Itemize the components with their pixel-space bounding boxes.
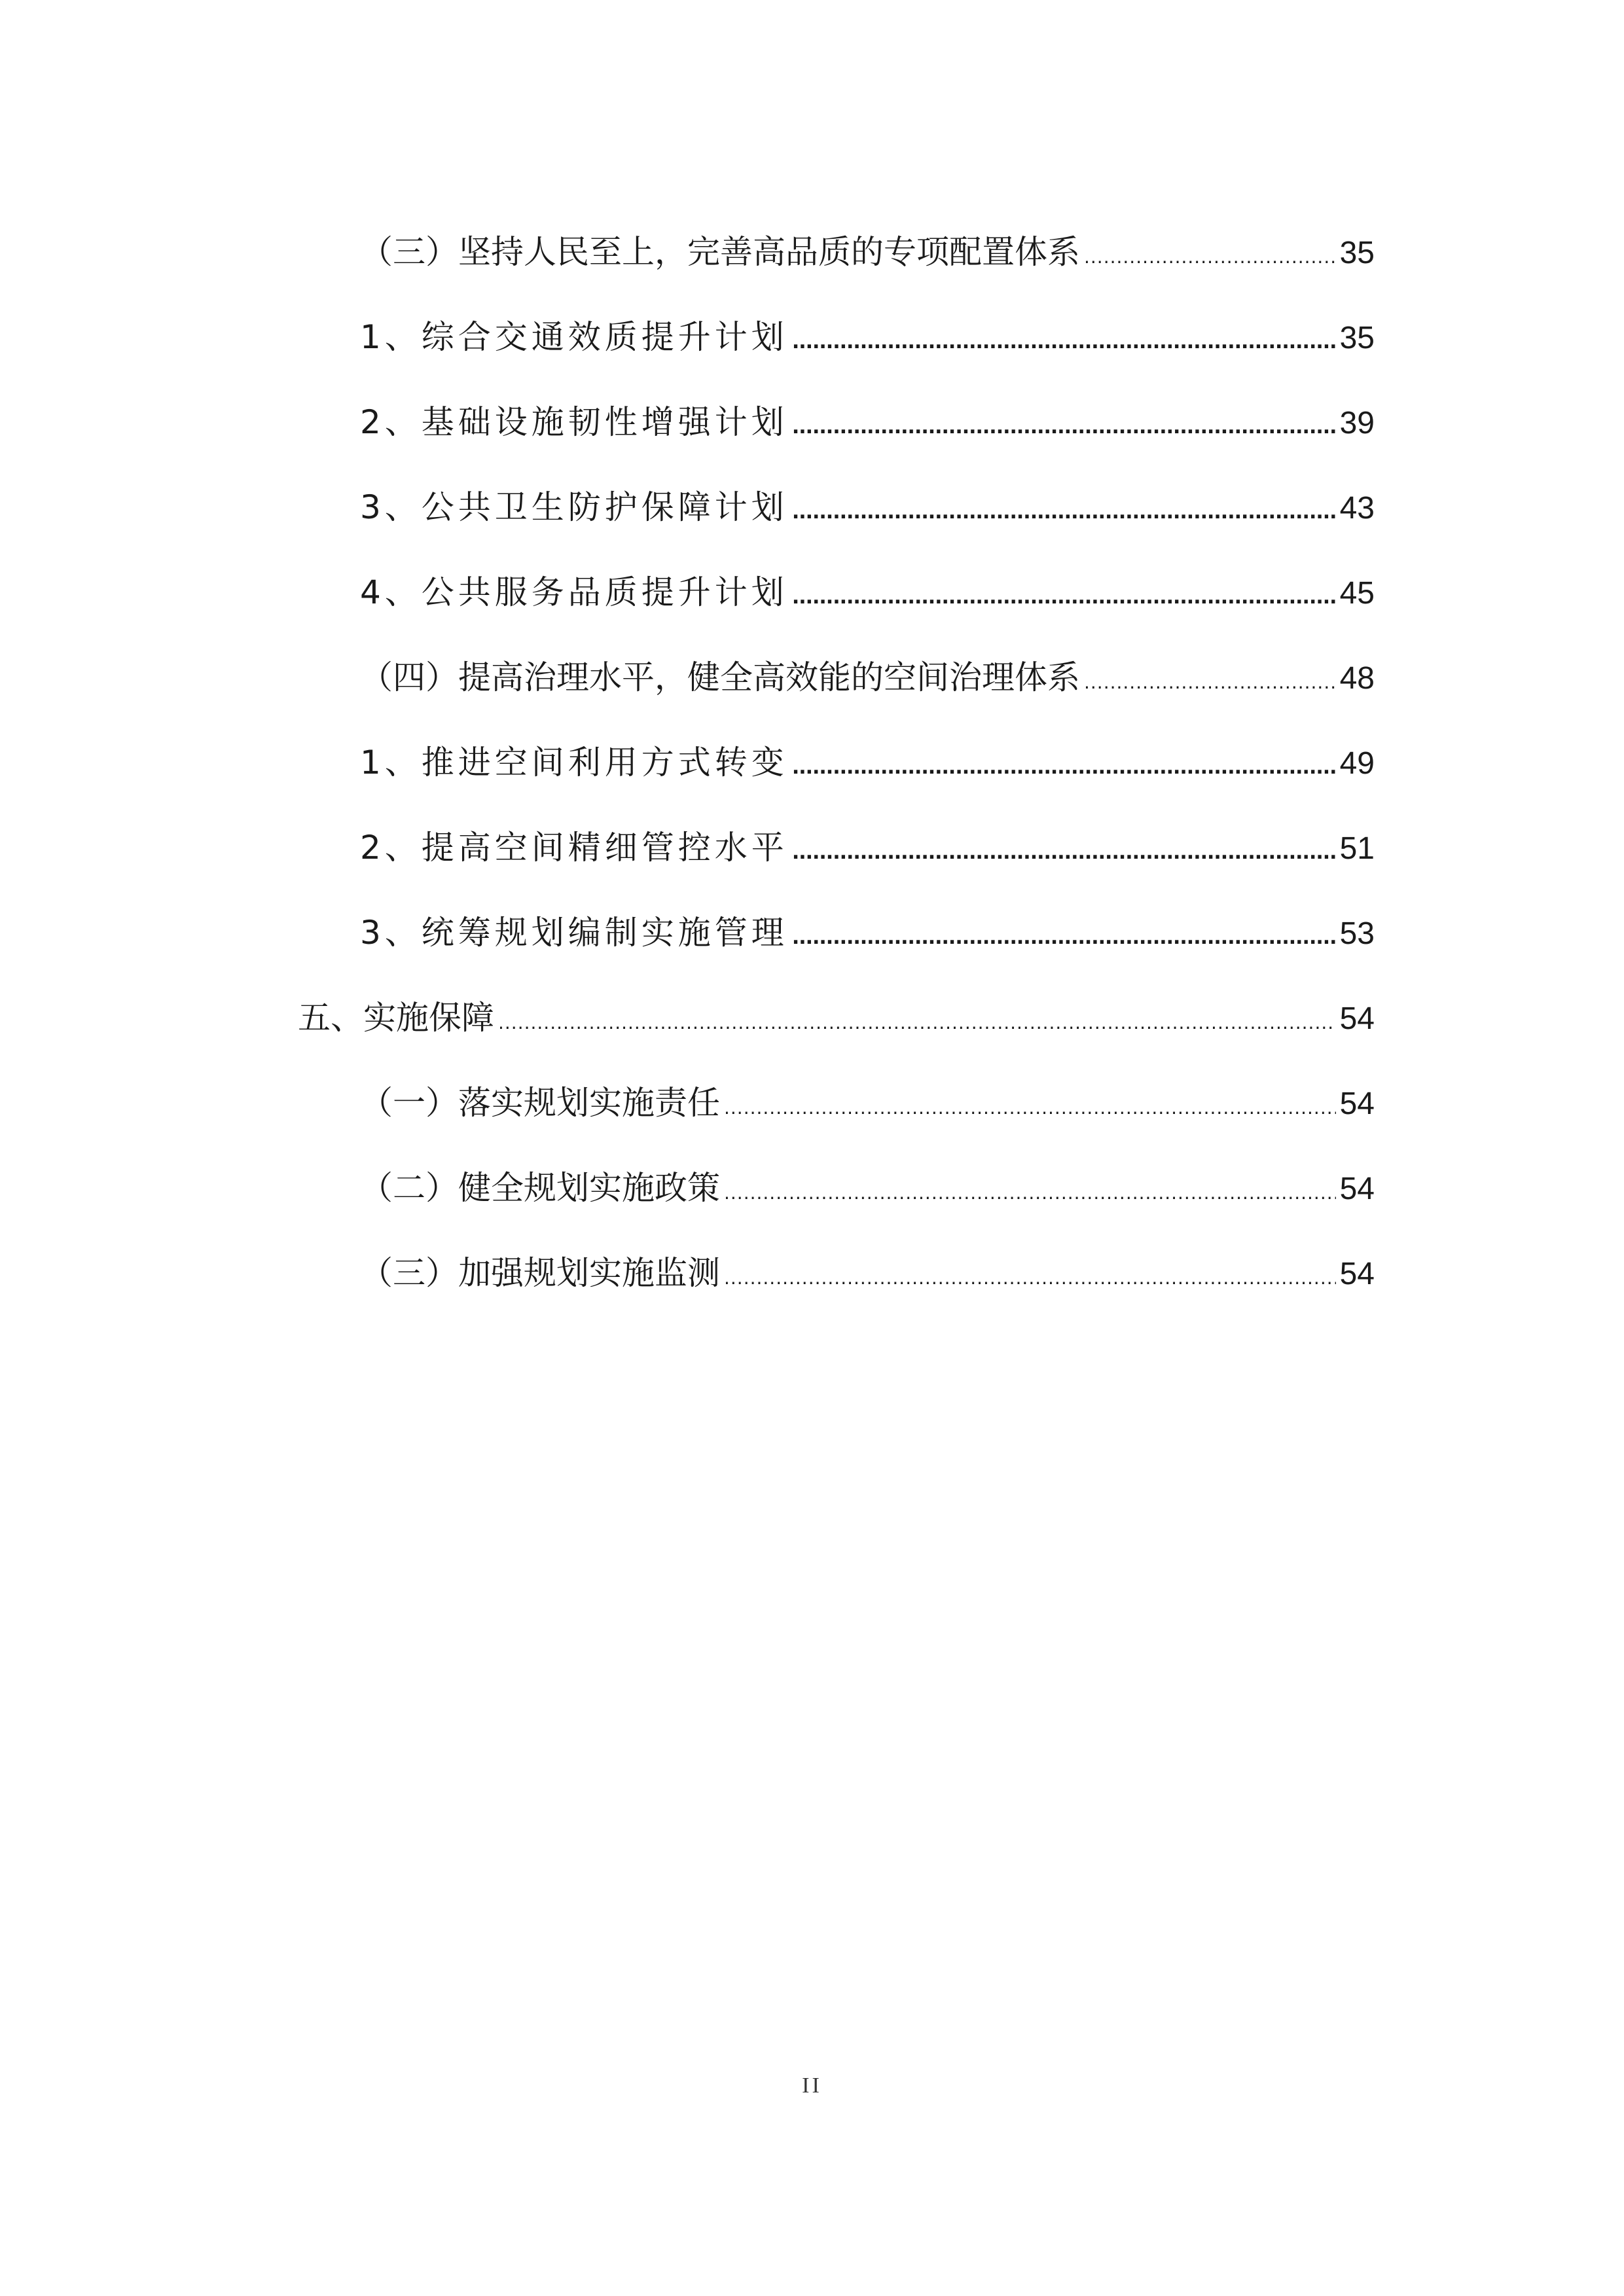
table-of-contents bbox=[298, 209, 1375, 1316]
toc-entry-page: 51 bbox=[1339, 831, 1375, 866]
toc-entry-title: （四）提高治理水平，健全高效能的空间治理体系 bbox=[360, 658, 1080, 696]
toc-entry-page: 45 bbox=[1339, 576, 1375, 611]
dot-leader bbox=[792, 810, 1336, 895]
toc-entry-title: （三）加强规划实施监测 bbox=[360, 1254, 720, 1292]
dot-leader bbox=[724, 1066, 1336, 1151]
toc-entry[interactable] bbox=[298, 550, 1375, 635]
toc-entry[interactable] bbox=[298, 295, 1375, 380]
dot-leader bbox=[792, 470, 1336, 555]
toc-entry-page: 49 bbox=[1339, 746, 1375, 781]
dot-leader bbox=[724, 1151, 1336, 1236]
toc-entry[interactable] bbox=[298, 1145, 1375, 1230]
toc-entry-title: 3、统筹规划编制实施管理 bbox=[360, 914, 788, 952]
toc-entry-title: 五、实施保障 bbox=[298, 999, 494, 1037]
toc-entry[interactable] bbox=[298, 720, 1375, 805]
toc-entry[interactable] bbox=[298, 1230, 1375, 1316]
toc-entry[interactable] bbox=[298, 380, 1375, 465]
toc-entry-title: （一）落实规划实施责任 bbox=[360, 1084, 720, 1122]
toc-entry-page: 48 bbox=[1339, 661, 1375, 696]
dot-leader bbox=[792, 300, 1336, 385]
toc-entry-page: 54 bbox=[1339, 1086, 1375, 1121]
toc-entry[interactable] bbox=[298, 635, 1375, 720]
toc-entry[interactable] bbox=[298, 209, 1375, 295]
toc-entry-title: （三）坚持人民至上，完善高品质的专项配置体系 bbox=[360, 233, 1080, 271]
toc-entry-title: 2、提高空间精细管控水平 bbox=[360, 829, 788, 867]
toc-entry-page: 54 bbox=[1339, 1172, 1375, 1206]
toc-entry[interactable] bbox=[298, 1060, 1375, 1145]
dot-leader bbox=[792, 895, 1336, 980]
dot-leader bbox=[498, 980, 1336, 1066]
dot-leader bbox=[1084, 215, 1336, 300]
toc-entry-page: 53 bbox=[1339, 916, 1375, 951]
toc-entry-page: 54 bbox=[1339, 1001, 1375, 1036]
toc-entry[interactable] bbox=[298, 805, 1375, 890]
toc-entry-page: 43 bbox=[1339, 491, 1375, 526]
toc-entry-title: 3、公共卫生防护保障计划 bbox=[360, 488, 788, 526]
toc-entry-title: 1、综合交通效质提升计划 bbox=[360, 318, 788, 356]
toc-entry-page: 35 bbox=[1339, 236, 1375, 270]
dot-leader bbox=[792, 555, 1336, 640]
page-number: II bbox=[802, 2073, 822, 2098]
toc-entry-page: 39 bbox=[1339, 406, 1375, 440]
toc-entry[interactable] bbox=[298, 890, 1375, 975]
toc-entry-page: 54 bbox=[1339, 1257, 1375, 1291]
dot-leader bbox=[724, 1236, 1336, 1321]
dot-leader bbox=[1084, 640, 1336, 725]
dot-leader bbox=[792, 385, 1336, 470]
toc-entry-page: 35 bbox=[1339, 321, 1375, 355]
dot-leader bbox=[792, 725, 1336, 810]
toc-entry-title: 2、基础设施韧性增强计划 bbox=[360, 403, 788, 441]
toc-entry-title: 4、公共服务品质提升计划 bbox=[360, 573, 788, 611]
toc-entry[interactable] bbox=[298, 465, 1375, 550]
toc-entry-title: 1、推进空间利用方式转变 bbox=[360, 744, 788, 781]
toc-entry-title: （二）健全规划实施政策 bbox=[360, 1169, 720, 1207]
toc-entry[interactable] bbox=[298, 975, 1375, 1060]
